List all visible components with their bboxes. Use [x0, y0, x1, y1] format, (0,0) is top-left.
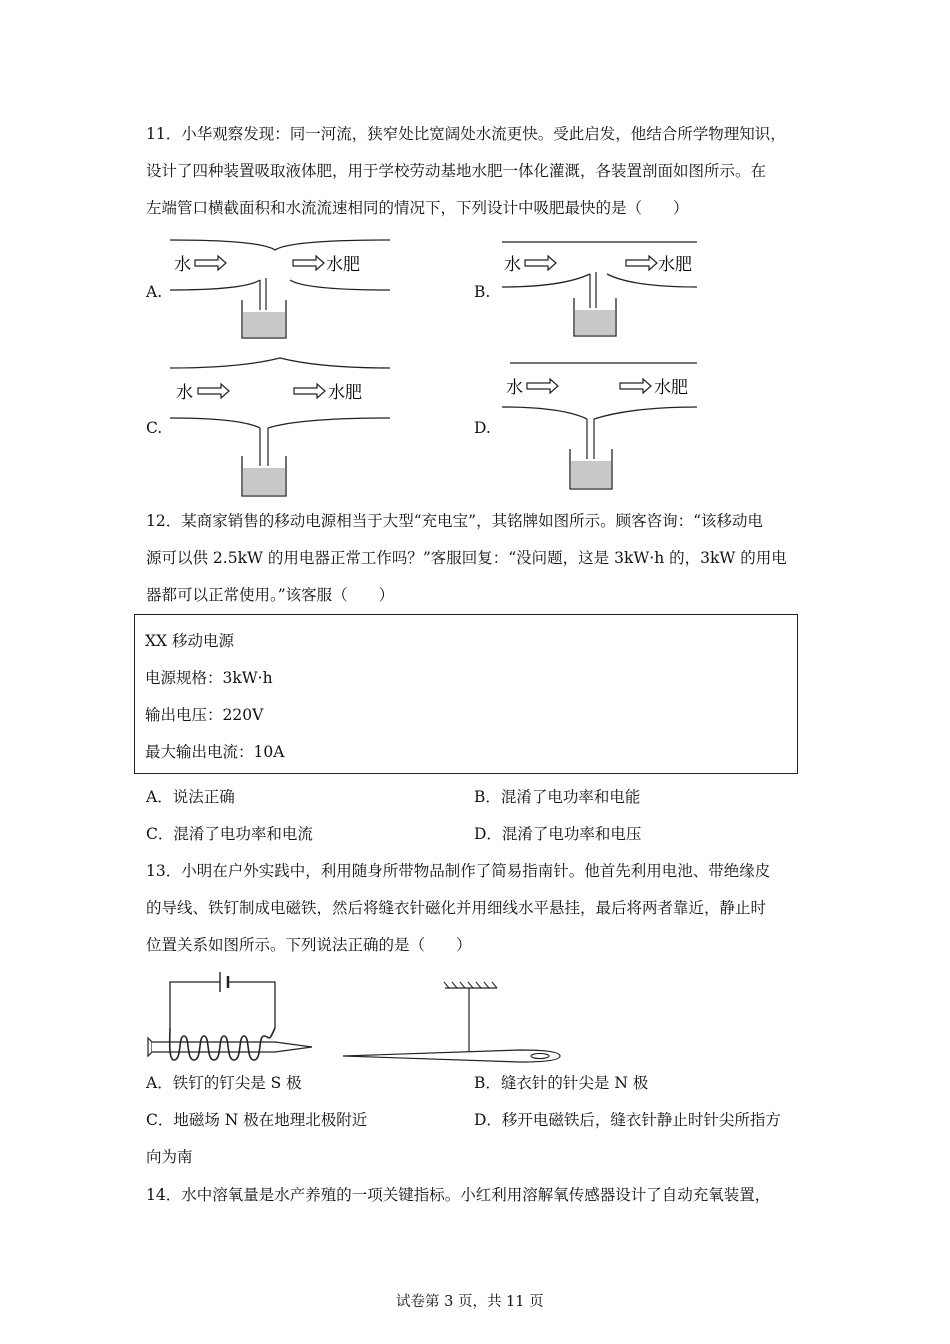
q13-option-a: A．铁钉的钉尖是 S 极	[146, 1074, 302, 1092]
q13-line-2: 的导线、铁钉制成电磁铁，然后将缝衣针磁化并用细线水平悬挂，最后将两者靠近，静止时	[146, 899, 767, 917]
water-label: 水	[174, 255, 191, 275]
q11-figure-c	[160, 350, 400, 498]
q12-line-3: 器都可以正常使用。”该客服（ ）	[146, 586, 395, 604]
nameplate-spec: 电源规格：3kW·h	[145, 669, 273, 687]
q14-line-1: 14．水中溶氧量是水产养殖的一项关键指标。小红利用溶解氧传感器设计了自动充氧装置，	[146, 1186, 771, 1204]
nameplate-current: 最大输出电流：10A	[145, 743, 285, 761]
q13-line-1: 13．小明在户外实践中，利用随身所带物品制作了简易指南针。他首先利用电池、带绝缘皮	[146, 862, 771, 880]
q11-figure-d	[492, 355, 712, 495]
water-label: 水	[504, 255, 521, 275]
page-footer: 试卷第 3 页，共 11 页	[396, 1294, 544, 1310]
q11-option-d-label: D.	[474, 419, 491, 437]
needle-figure	[340, 980, 570, 1065]
q13-option-c: C．地磁场 N 极在地理北极附近	[146, 1111, 368, 1129]
q11-option-b-label: B.	[474, 283, 491, 301]
q11-option-c-label: C.	[146, 419, 163, 437]
water-label: 水	[506, 378, 523, 398]
fertilizer-label: 水肥	[328, 383, 362, 403]
electromagnet-figure	[140, 964, 325, 1064]
q13-line-3: 位置关系如图所示。下列说法正确的是（ ）	[146, 936, 472, 954]
nameplate-box	[134, 614, 798, 774]
q13-option-b: B．缝衣针的针尖是 N 极	[474, 1074, 649, 1092]
q13-option-d: D．移开电磁铁后，缝衣针静止时针尖所指方	[474, 1111, 781, 1129]
q12-option-c: C．混淆了电功率和电流	[146, 825, 313, 843]
q13-option-d-continued: 向为南	[146, 1148, 193, 1166]
q11-figure-b	[492, 232, 712, 342]
q11-line-3: 左端管口横截面积和水流流速相同的情况下，下列设计中吸肥最快的是（ ）	[146, 199, 689, 217]
q12-option-d: D．混淆了电功率和电压	[474, 825, 642, 843]
q12-option-b: B．混淆了电功率和电能	[474, 788, 641, 806]
q12-line-2: 源可以供 2.5kW 的用电器正常工作吗？”客服回复：“没问题，这是 3kW·h 的，3kW 的用电	[146, 549, 787, 567]
fertilizer-label: 水肥	[326, 255, 360, 275]
fertilizer-label: 水肥	[654, 378, 688, 398]
nameplate-title: XX 移动电源	[145, 632, 234, 650]
q12-line-1: 12．某商家销售的移动电源相当于大型“充电宝”，其铭牌如图所示。顾客咨询：“该移动电	[146, 512, 763, 530]
q12-option-a: A．说法正确	[146, 788, 235, 806]
q11-line-1: 11．小华观察发现：同一河流，狭窄处比宽阔处水流更快。受此启发，他结合所学物理知识，	[146, 125, 786, 143]
nameplate-voltage: 输出电压：220V	[145, 706, 264, 724]
fertilizer-label: 水肥	[658, 255, 692, 275]
water-label: 水	[176, 383, 193, 403]
q11-figure-a	[160, 232, 400, 342]
q11-option-a-label: A.	[146, 283, 163, 301]
q11-line-2: 设计了四种装置吸取液体肥，用于学校劳动基地水肥一体化灌溉，各装置剖面如图所示。在	[146, 162, 767, 180]
